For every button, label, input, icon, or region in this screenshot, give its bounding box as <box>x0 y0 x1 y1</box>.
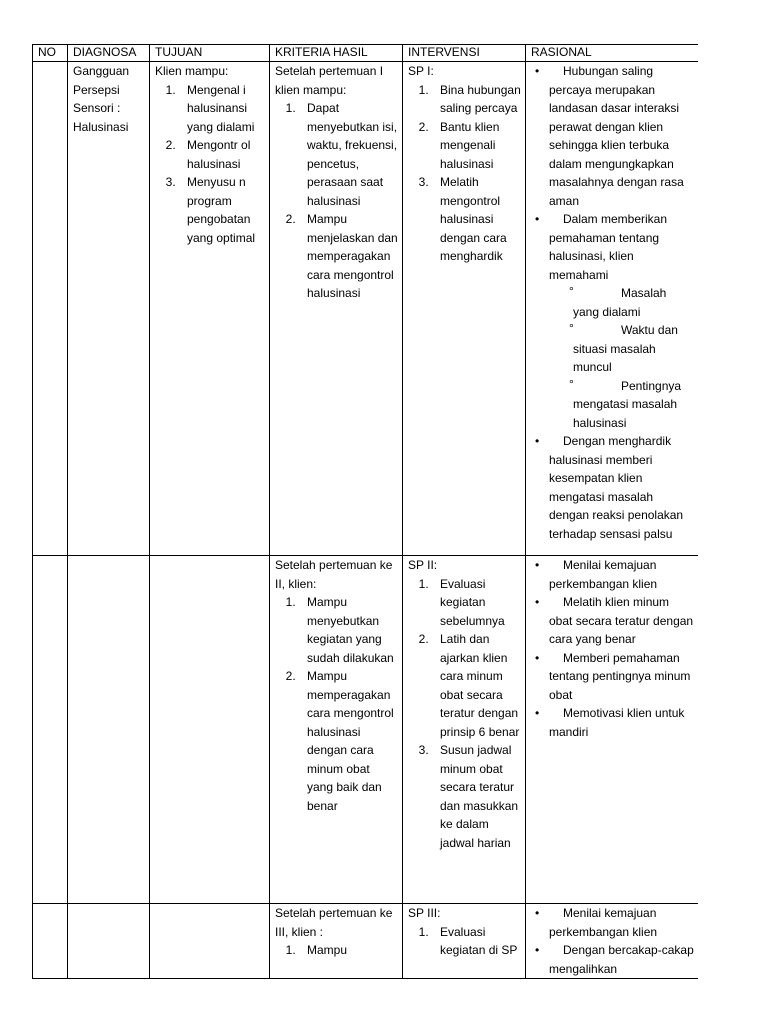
list-item: 1. Bina hubungan saling percaya <box>432 81 521 118</box>
bullet-icon: • <box>535 64 540 78</box>
list-item: 1. Mampu menyebutkan kegiatan yang sudah dilakukan <box>299 593 398 667</box>
kriteria-intro: Setelah pertemuan ke II, klien: <box>275 558 393 591</box>
rasional-list <box>531 904 694 978</box>
list-item: 2. Mengontr ol halusinasi <box>179 136 265 173</box>
cell-intervensi <box>403 556 526 904</box>
cell-intervensi <box>403 62 526 556</box>
list-item: 1. Evaluasi kegiatan sebelumnya <box>432 575 521 631</box>
cell-no <box>33 904 68 979</box>
kriteria-list <box>275 593 398 815</box>
header-intervensi: INTERVENSI <box>403 45 526 62</box>
list-item: • Memberi pemahaman tentang pentingnya minum obat <box>535 650 691 702</box>
intervensi-intro: SP I: <box>408 64 434 78</box>
intervensi-intro: SP II: <box>408 558 438 572</box>
list-item: 2. Mampu menjelaskan dan memperagakan cara mengontrol halusinasi <box>299 210 398 303</box>
cell-tujuan <box>150 62 270 556</box>
list-item: ° Masalah yang dialami <box>569 284 667 319</box>
header-no: NO <box>33 45 68 62</box>
cell-rasional <box>526 556 699 904</box>
list-item: ° Pentingnya mengatasi masalah halusinasi <box>569 376 682 430</box>
bullet-icon: • <box>535 558 540 572</box>
bullet-icon: • <box>535 943 540 957</box>
list-item: • Memotivasi klien untuk mandiri <box>535 706 685 739</box>
cell-no <box>33 62 68 556</box>
tujuan-list <box>155 81 265 248</box>
degree-bullet-icon: ° <box>569 321 574 335</box>
header-rasional: RASIONAL <box>526 45 699 62</box>
list-item: • Melatih klien minum obat secara teratur dengan cara yang benar <box>535 595 694 646</box>
list-item: 2. Latih dan ajarkan klien cara minum obat secara teratur dengan prinsip 6 benar <box>432 630 521 741</box>
list-item: 3. Melatih mengontrol halusinasi dengan cara menghardik <box>432 173 521 266</box>
list-item: • Dalam memberikan pemahaman tentang halusinasi, klien memahami ° Masalah yang dialami ° Waktu dan situasi masalah muncul ° Pentingnya mengatasi masalah halusinasi <box>549 210 694 432</box>
list-item: ° Waktu dan situasi masalah muncul <box>569 321 678 374</box>
degree-bullet-icon: ° <box>569 284 574 298</box>
tujuan-intro: Klien mampu: <box>155 64 229 78</box>
kriteria-list <box>275 99 398 303</box>
list-item: 1. Evaluasi kegiatan di SP <box>432 923 521 960</box>
list-item: 3. Susun jadwal minum obat secara teratur dan masukkan ke dalam jadwal harian <box>432 741 521 852</box>
cell-no <box>33 556 68 904</box>
bullet-icon: • <box>535 212 540 226</box>
bullet-icon: • <box>535 595 540 609</box>
list-item: 3. Menyusu n program pengobatan yang optimal <box>179 173 265 247</box>
degree-bullet-icon: ° <box>569 376 574 391</box>
rasional-sublist <box>549 284 694 432</box>
cell-diagnosa <box>68 904 150 979</box>
cell-rasional <box>526 904 699 979</box>
cell-tujuan <box>150 556 270 904</box>
header-row <box>33 45 699 62</box>
list-item: 2. Bantu klien mengenali halusinasi <box>432 118 521 174</box>
list-item: • Dengan bercakap-cakap mengalihkan <box>535 943 694 976</box>
intervensi-list <box>408 923 521 960</box>
table-row <box>33 62 699 556</box>
care-plan-table <box>32 44 698 979</box>
cell-tujuan <box>150 904 270 979</box>
list-item: 1. Dapat menyebutkan isi, waktu, frekuensi, pencetus, perasaan saat halusinasi <box>299 99 398 210</box>
list-item: • Menilai kemajuan perkembangan klien <box>535 906 658 939</box>
cell-intervensi <box>403 904 526 979</box>
table-row <box>33 904 699 979</box>
bullet-icon: • <box>535 906 540 920</box>
table-row <box>33 556 699 904</box>
document-page <box>32 44 698 979</box>
list-item: • Hubungan saling percaya merupakan landasan dasar interaksi perawat dengan klien sehingga klien terbuka dalam mengungkapkan masalahnya dengan rasa aman <box>535 64 684 208</box>
intervensi-intro: SP III: <box>408 906 441 920</box>
cell-kriteria-hasil <box>270 904 403 979</box>
header-diagnosa: DIAGNOSA <box>68 45 150 62</box>
cell-kriteria-hasil <box>270 556 403 904</box>
bullet-icon: • <box>535 650 540 665</box>
rasional-list <box>531 556 694 741</box>
list-item: 1. Mengenal i halusinansi yang dialami <box>179 81 265 137</box>
intervensi-list <box>408 575 521 853</box>
kriteria-list <box>275 941 398 960</box>
list-item: • Dengan menghardik halusinasi memberi kesempatan klien mengatasi masalah dengan reaksi penolakan terhadap sensasi palsu <box>535 434 684 541</box>
cell-rasional <box>526 62 699 556</box>
list-item: 1. Mampu <box>299 941 398 960</box>
kriteria-intro: Setelah pertemuan ke III, klien : <box>275 906 393 939</box>
diagnosa-text: Gangguan Persepsi Sensori : Halusinasi <box>73 64 130 134</box>
kriteria-intro: Setelah pertemuan I klien mampu: <box>275 64 384 97</box>
intervensi-list <box>408 81 521 266</box>
rasional-list <box>531 62 694 543</box>
cell-kriteria-hasil <box>270 62 403 556</box>
header-tujuan: TUJUAN <box>150 45 270 62</box>
cell-diagnosa <box>68 62 150 556</box>
bullet-icon: • <box>535 706 540 720</box>
cell-diagnosa <box>68 556 150 904</box>
bullet-icon: • <box>535 434 540 448</box>
header-kriteria-hasil: KRITERIA HASIL <box>270 45 403 62</box>
list-item: 2. Mampu memperagakan cara mengontrol halusinasi dengan cara minum obat yang baik dan benar <box>299 667 398 815</box>
list-item: • Menilai kemajuan perkembangan klien <box>535 558 658 591</box>
